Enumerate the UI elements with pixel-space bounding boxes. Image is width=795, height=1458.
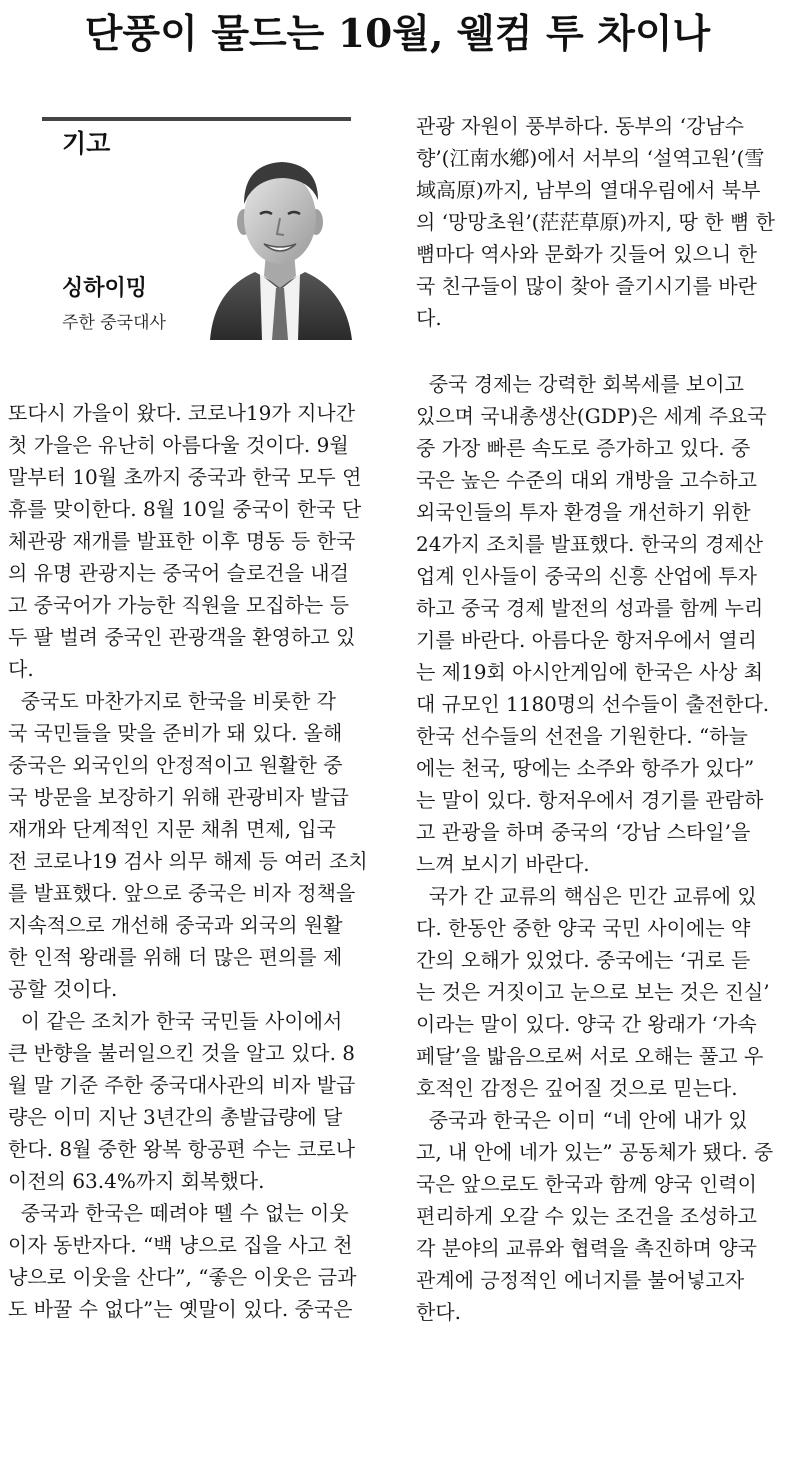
- body-line: 관계에 긍정적인 에너지를 불어넣고자: [416, 1268, 745, 1292]
- body-line: 중 가장 빠른 속도로 증가하고 있다. 중: [416, 436, 751, 460]
- body-line: 대 규모인 1180명의 선수들이 출전한다.: [416, 692, 770, 716]
- body-line: 를 발표했다. 앞으로 중국은 비자 정책을: [8, 881, 356, 905]
- body-line: 고, 내 안에 네가 있는” 공동체가 됐다. 중: [416, 1140, 774, 1164]
- body-line: 다.: [8, 657, 34, 681]
- body-line: 한국 선수들의 선전을 기원한다. “하늘: [416, 724, 748, 748]
- body-line: 한다.: [416, 1300, 461, 1324]
- body-line: 이라는 말이 있다. 양국 간 왕래가 ‘가속: [416, 1012, 757, 1036]
- body-line: 고 중국어가 가능한 직원을 모집하는 등: [8, 593, 349, 617]
- body-line: 는 말이 있다. 항저우에서 경기를 관람하: [416, 788, 764, 812]
- right-column-top: [416, 110, 791, 334]
- left-column: [8, 397, 383, 1325]
- body-line: 느껴 보시기 바란다.: [416, 852, 590, 876]
- body-line: 이 같은 조치가 한국 국민들 사이에서: [8, 1009, 343, 1033]
- body-line: 이전의 63.4%까지 회복했다.: [8, 1169, 265, 1193]
- body-line: 량은 이미 지난 3년간의 총발급량에 달: [8, 1105, 343, 1129]
- article-headline: 단풍이 물드는 10월, 웰컴 투 차이나: [84, 11, 711, 57]
- body-line: 냥으로 이웃을 산다”, “좋은 이웃은 금과: [8, 1265, 357, 1289]
- body-line: 공할 것이다.: [8, 977, 118, 1001]
- body-line: 의 유명 관광지는 중국어 슬로건을 내걸: [8, 561, 349, 585]
- body-line: 월 말 기준 주한 중국대사관의 비자 발급: [8, 1073, 356, 1097]
- author-portrait: [200, 140, 360, 340]
- body-line: 域高原)까지, 남부의 열대우림에서 북부: [416, 178, 761, 202]
- body-line: 국은 앞으로도 한국과 함께 양국 인력이: [416, 1172, 757, 1196]
- body-line: 말부터 10월 초까지 중국과 한국 모두 연: [8, 465, 362, 489]
- body-line: 다. 한동안 중한 양국 국민 사이에는 약: [416, 916, 751, 940]
- body-line: 국 방문을 보장하기 위해 관광비자 발급: [8, 785, 349, 809]
- body-line: 는 것은 거짓이고 눈으로 보는 것은 진실’: [416, 980, 770, 1004]
- body-line: 페달’을 밟음으로써 서로 오해는 풀고 우: [416, 1044, 764, 1068]
- body-line: 두 팔 벌려 중국인 관광객을 환영하고 있: [8, 625, 356, 649]
- body-line: 는 제19회 아시안게임에 한국은 사상 최: [416, 660, 764, 684]
- body-line: 고 관광을 하며 중국의 ‘강남 스타일’을: [416, 820, 751, 844]
- body-line: 외국인들의 투자 환경을 개선하기 위한: [416, 500, 751, 524]
- body-line: 전 코로나19 검사 의무 해제 등 여러 조치: [8, 849, 368, 873]
- body-line: 24가지 조치를 발표했다. 한국의 경제산: [416, 532, 764, 556]
- body-line: 관광 자원이 풍부하다. 동부의 ‘강남수: [416, 114, 744, 138]
- body-line: 국은 높은 수준의 대외 개방을 고수하고: [416, 468, 757, 492]
- body-line: 지속적으로 개선해 중국과 외국의 원활: [8, 913, 343, 937]
- right-column-bottom: [416, 368, 791, 1328]
- body-line: 호적인 감정은 깊어질 것으로 믿는다.: [416, 1076, 738, 1100]
- body-line: 중국은 외국인의 안정적이고 원활한 중: [8, 753, 343, 777]
- body-line: 각 분야의 교류와 협력을 촉진하며 양국: [416, 1236, 757, 1260]
- body-line: 중국 경제는 강력한 회복세를 보이고: [416, 372, 744, 396]
- body-line: 간의 오해가 있었다. 중국에는 ‘귀로 듣: [416, 948, 751, 972]
- body-line: 중국과 한국은 이미 “네 안에 내가 있: [416, 1108, 748, 1132]
- body-line: 이자 동반자다. “백 냥으로 집을 사고 천: [8, 1233, 353, 1257]
- body-line: 국가 간 교류의 핵심은 민간 교류에 있: [416, 884, 757, 908]
- body-line: 첫 가을은 유난히 아름다울 것이다. 9월: [8, 433, 349, 457]
- body-line: 재개와 단계적인 지문 채취 면제, 입국: [8, 817, 336, 841]
- paragraph-gap: [416, 334, 791, 368]
- body-line: 있으며 국내총생산(GDP)은 세계 주요국: [416, 404, 767, 428]
- author-title: 주한 중국대사: [62, 313, 166, 333]
- body-line: 의 ‘망망초원’(茫茫草原)까지, 땅 한 뼘 한: [416, 210, 775, 234]
- body-line: 또다시 가을이 왔다. 코로나19가 지나간: [8, 401, 356, 425]
- body-line: 에는 천국, 땅에는 소주와 항주가 있다”: [416, 756, 755, 780]
- body-line: 체관광 재개를 발표한 이후 명동 등 한국: [8, 529, 356, 553]
- kicker-rule: [42, 117, 351, 121]
- section-kicker: 기고: [62, 129, 111, 158]
- body-line: 휴를 맞이한다. 8월 10일 중국이 한국 단: [8, 497, 362, 521]
- body-line: 국 국민들을 맞을 준비가 돼 있다. 올해: [8, 721, 343, 745]
- body-line: 도 바꿀 수 없다”는 옛말이 있다. 중국은: [8, 1297, 353, 1321]
- body-line: 다.: [416, 306, 442, 330]
- body-line: 편리하게 오갈 수 있는 조건을 조성하고: [416, 1204, 757, 1228]
- body-line: 향’(江南水鄕)에서 서부의 ‘설역고원’(雪: [416, 146, 765, 170]
- body-line: 큰 반향을 불러일으킨 것을 알고 있다. 8: [8, 1041, 356, 1065]
- body-line: 업계 인사들이 중국의 신흥 산업에 투자: [416, 564, 757, 588]
- body-line: 기를 바란다. 아름다운 항저우에서 열리: [416, 628, 757, 652]
- body-line: 한 인적 왕래를 위해 더 많은 편의를 제: [8, 945, 343, 969]
- body-line: 국 친구들이 많이 찾아 즐기시기를 바란: [416, 274, 757, 298]
- body-line: 하고 중국 경제 발전의 성과를 함께 누리: [416, 596, 764, 620]
- body-line: 한다. 8월 중한 왕복 항공편 수는 코로나: [8, 1137, 356, 1161]
- body-line: 중국과 한국은 떼려야 뗄 수 없는 이웃: [8, 1201, 349, 1225]
- author-name: 싱하이밍: [62, 276, 148, 301]
- body-line: 중국도 마찬가지로 한국을 비롯한 각: [8, 689, 336, 713]
- body-line: 뼘마다 역사와 문화가 깃들어 있으니 한: [416, 242, 757, 266]
- right-column: [416, 110, 791, 1328]
